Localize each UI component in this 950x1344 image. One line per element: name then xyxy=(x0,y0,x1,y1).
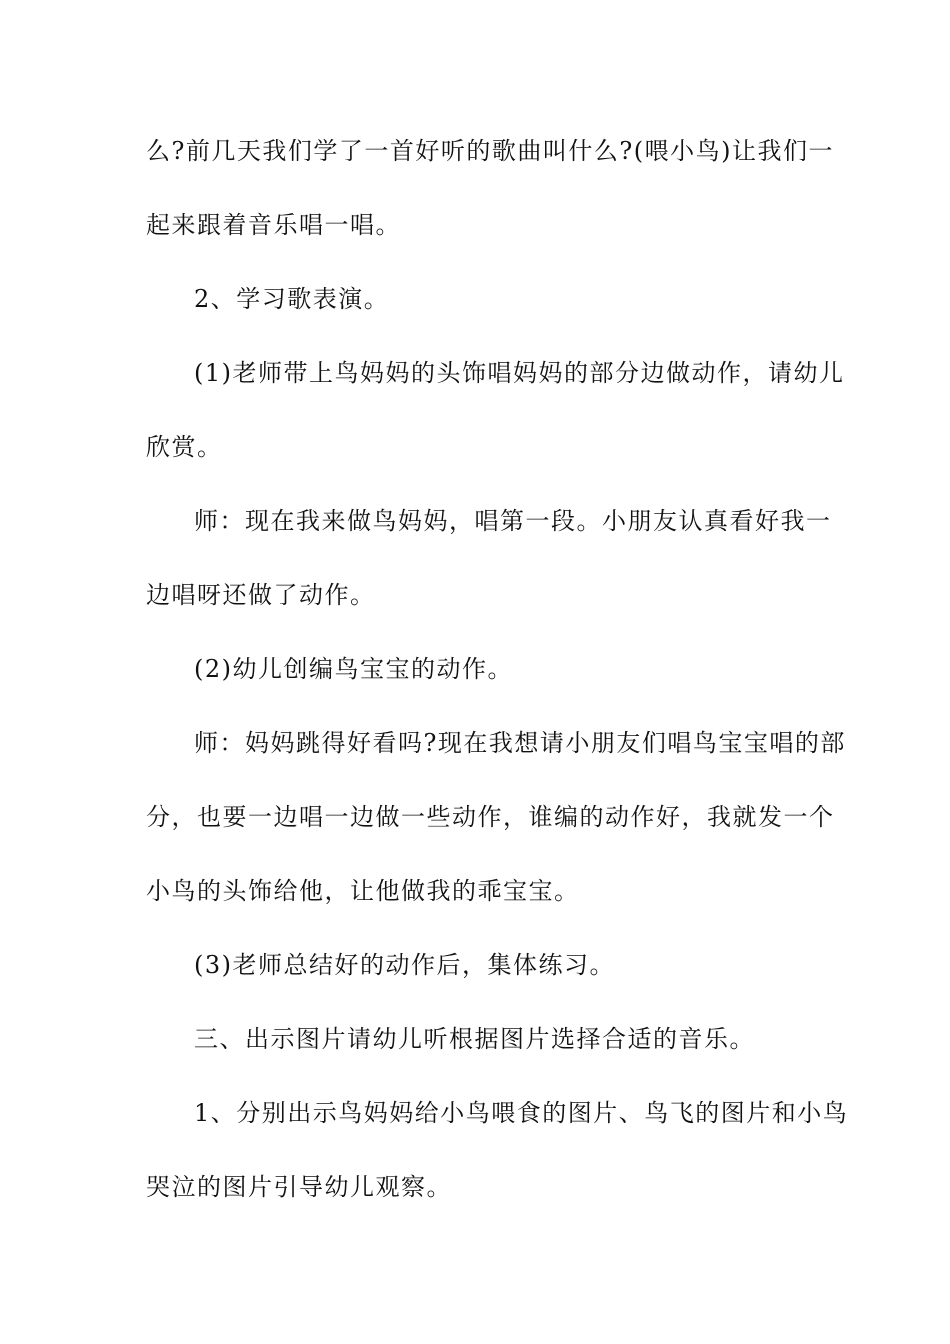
text-line-9: 师：妈妈跳得好看吗?现在我想请小朋友们唱鸟宝宝唱的部 xyxy=(194,729,846,757)
text-line-5: 欣赏。 xyxy=(146,433,223,461)
text-line-6: 师：现在我来做鸟妈妈，唱第一段。小朋友认真看好我一 xyxy=(194,507,832,535)
text-line-15: 哭泣的图片引导幼儿观察。 xyxy=(146,1173,452,1201)
text-line-10: 分，也要一边唱一边做一些动作，谁编的动作好，我就发一个 xyxy=(146,803,835,831)
text-line-4: (1)老师带上鸟妈妈的头饰唱妈妈的部分边做动作，请幼儿 xyxy=(194,359,845,387)
text-line-2: 起来跟着音乐唱一唱。 xyxy=(146,211,401,239)
text-line-14: 1、分别出示鸟妈妈给小鸟喂食的图片、鸟飞的图片和小鸟 xyxy=(194,1099,849,1127)
text-line-12: (3)老师总结好的动作后，集体练习。 xyxy=(194,951,615,979)
text-line-8: (2)幼儿创编鸟宝宝的动作。 xyxy=(194,655,513,683)
text-line-13: 三、出示图片请幼儿听根据图片选择合适的音乐。 xyxy=(194,1025,755,1053)
text-line-1: 么?前几天我们学了一首好听的歌曲叫什么?(喂小鸟)让我们一 xyxy=(146,137,834,165)
text-line-11: 小鸟的头饰给他，让他做我的乖宝宝。 xyxy=(146,877,580,905)
text-line-7: 边唱呀还做了动作。 xyxy=(146,581,376,609)
text-line-3: 2、学习歌表演。 xyxy=(194,285,390,313)
